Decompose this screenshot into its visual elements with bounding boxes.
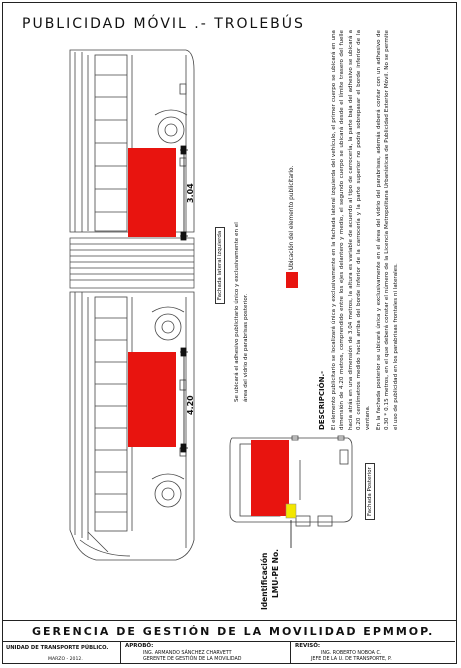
- description-paragraph-2: En la fachada posterior se ubicará única y exclusivamente en el área del vidrio del parabrisas, además deberá contar con un adhesivo de 0.30 * 0.15 metros, en el que deberá constar el número de la Licencia Metropolitana Urbanísticas de Publicidad Exterior Móvil. No se permite el uso de publicidad en los parabrisas frontales ni laterales.: [375, 30, 399, 430]
- approved-label: APROBÓ:: [125, 643, 154, 649]
- description-paragraph-1: El elemento publicitario se localizará única y exclusivamente en la fachada lateral izquierda del vehículo, el primer cuerpo se ubicará en una dimensión de 4.20 metros, comprendido entre los ejes delantero y medio, el segundo cuerpo se ubicará desde el límite trasero del fuelle hacia atrás en una dimensión de 3.04 metros, la altura es variable de acuerdo al tipo de carrocería, la parte baja del adhesivo se ubicará a 0.20 centímetros medido hacia arriba del borde inferior de la carrocería y la parte superior no podrá sobrepasar el borde inferior de la ventana.: [330, 30, 371, 430]
- id-sticker: [286, 504, 296, 518]
- ad-area-rear: [251, 440, 289, 516]
- note-rear-adhesive: [233, 222, 250, 402]
- reviewed-title: JEFE DE LA U. DE TRANSPORTE, P.: [311, 657, 392, 662]
- label-identificacion: Identificación: [260, 552, 269, 610]
- wheel-upper: [158, 117, 184, 143]
- unit-cell: [2, 642, 120, 664]
- bus-lower-windows: [95, 297, 127, 531]
- plan-date: MARZO - 2012.: [48, 657, 83, 662]
- reviewed-cell: [290, 642, 455, 664]
- approved-title: GERENTE DE GESTIÓN DE LA MOVILIDAD: [143, 657, 242, 662]
- dimension-label-upper: 3.04: [186, 183, 195, 203]
- approved-name: ING. ARMANDO SÁNCHEZ CHARVETT: [143, 651, 232, 656]
- label-lateral-facade: Fachada lateral izquierda: [215, 227, 225, 304]
- label-rear-facade: Fachada Posterior: [365, 463, 375, 520]
- description-block: [318, 30, 402, 430]
- ad-area-lower: [128, 352, 176, 447]
- bus-bellows: [70, 238, 194, 288]
- ad-area-upper: [128, 148, 176, 237]
- reviewed-name: ING. ROBERTO NOBOA C.: [321, 651, 382, 656]
- label-lmu-pe: LMU-PE No.: [271, 549, 280, 598]
- agency-name: GERENCIA DE GESTIÓN DE LA MOVILIDAD EPMMOP.: [32, 625, 435, 638]
- unit-name: UNIDAD DE TRANSPORTE PÚBLICO.: [6, 645, 109, 651]
- approved-cell: [120, 642, 290, 664]
- title-block-row: [2, 641, 455, 664]
- description-heading: DESCRIPCIÓN.-: [318, 370, 326, 430]
- legend-swatch: [286, 272, 298, 288]
- wheel-front: [155, 481, 181, 507]
- page-title: PUBLICIDAD MÓVIL .- TROLEBÚS: [22, 16, 305, 32]
- dimension-label-lower: 4.20: [186, 395, 195, 415]
- wheel-middle: [155, 314, 181, 340]
- note-rear-adhesive-text: Se ubicará el adhesivo publicitario único y exclusivamente en el área del vidrio de parabrisas posterior.: [234, 222, 249, 402]
- title-block: [2, 620, 457, 664]
- legend-label: Ubicación del elemento publicitario.: [289, 165, 295, 270]
- reviewed-label: REVISÓ:: [295, 643, 321, 649]
